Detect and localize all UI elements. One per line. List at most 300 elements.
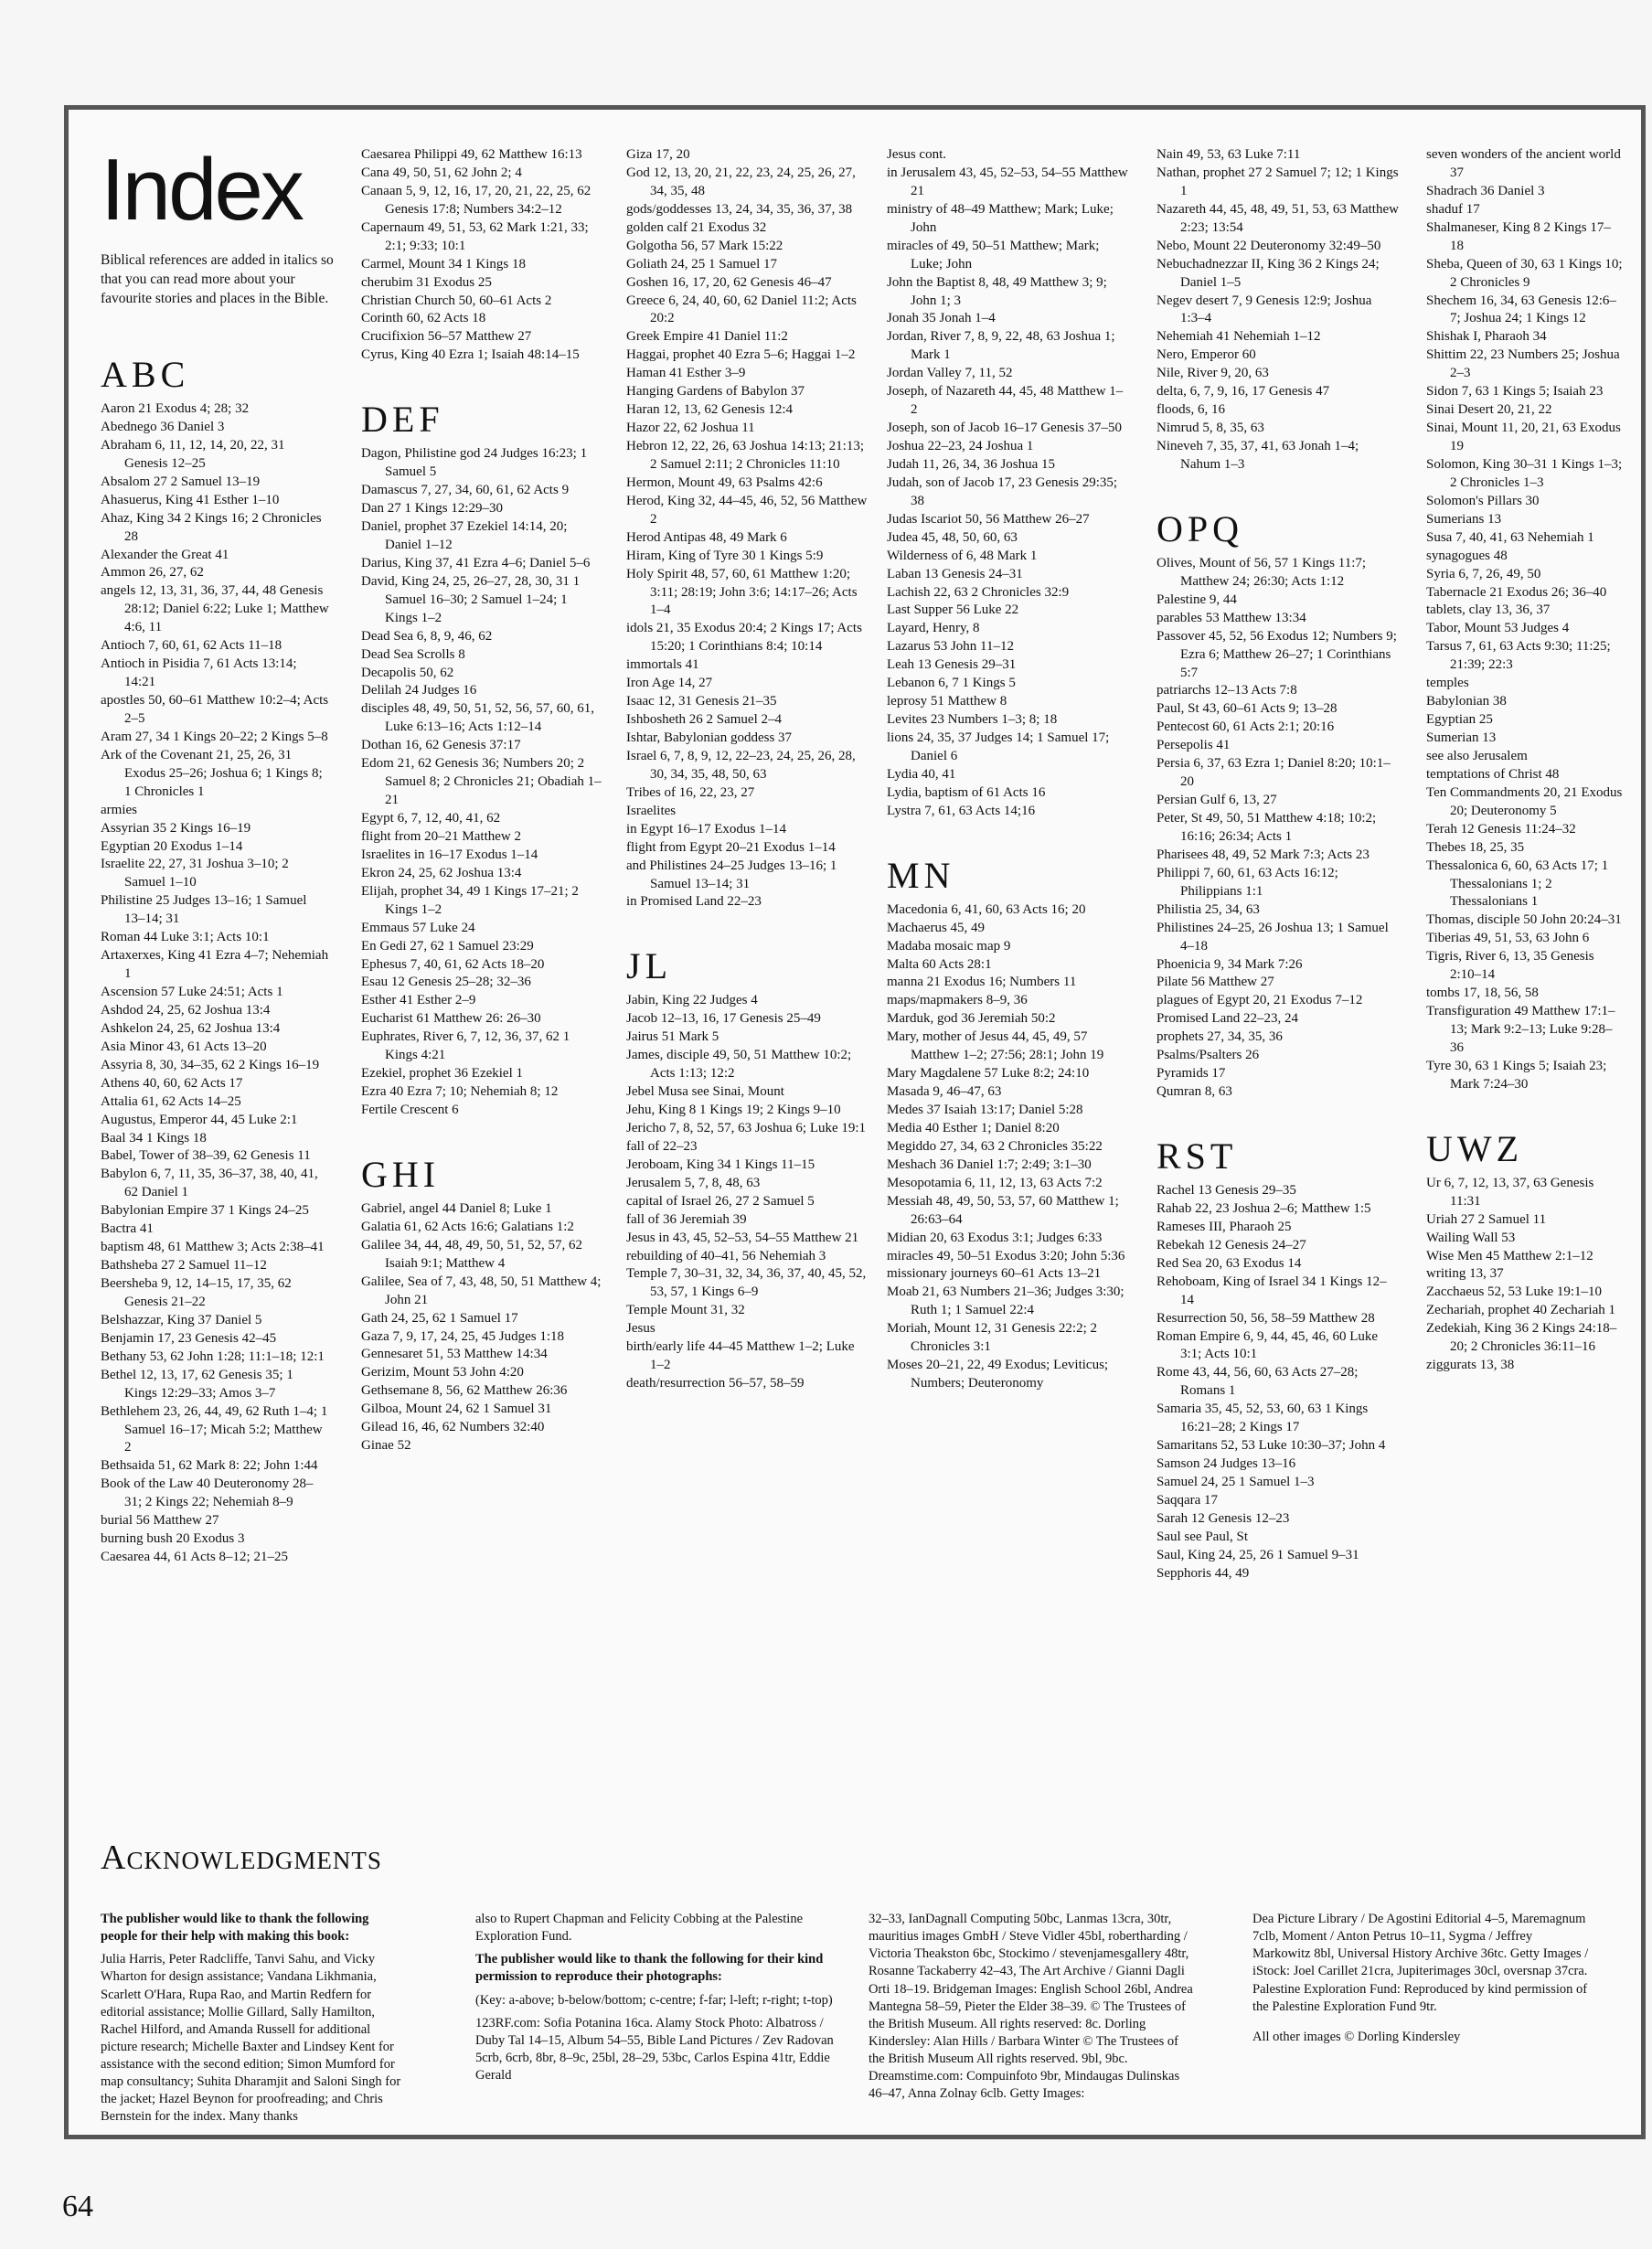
index-entry: Dan 27 1 Kings 12:29–30 [361, 501, 503, 517]
index-entry: Decapolis 50, 62 [361, 665, 454, 680]
index-entry: Goshen 16, 17, 20, 62 Genesis 46–47 [626, 274, 832, 290]
index-entry: Jerusalem 5, 7, 8, 48, 63 [626, 1175, 761, 1190]
index-entry: Pilate 56 Matthew 27 [1156, 975, 1274, 990]
index-entry: Edom 21, 62 Genesis 36; Numbers 20; 2 Samuel 8; 2 Chronicles 21; Obadiah 1–21 [361, 756, 602, 808]
index-entry: Ezra 40 Ezra 7; 10; Nehemiah 8; 12 [361, 1084, 559, 1100]
index-entry: Dothan 16, 62 Genesis 37:17 [361, 738, 521, 753]
index-entry: Laban 13 Genesis 24–31 [887, 566, 1023, 581]
index-entry: Attalia 61, 62 Acts 14–25 [101, 1093, 241, 1109]
index-entry: Hermon, Mount 49, 63 Psalms 42:6 [626, 474, 823, 490]
index-entry: Baal 34 1 Kings 18 [101, 1130, 207, 1146]
index-entry: Asia Minor 43, 61 Acts 13–20 [101, 1039, 267, 1054]
index-entry: Carmel, Mount 34 1 Kings 18 [361, 256, 526, 272]
index-entry: Ur 6, 7, 12, 13, 37, 63 Genesis 11:31 [1426, 1175, 1594, 1209]
index-entry: synagogues 48 [1426, 548, 1508, 563]
index-column-3 [626, 146, 869, 1393]
index-entry: Canaan 5, 9, 12, 16, 17, 20, 21, 22, 25, 62 Genesis 17:8; Numbers 34:2–12 [361, 183, 592, 217]
index-entry: Beersheba 9, 12, 14–15, 17, 35, 62 Genesis 21–22 [101, 1276, 292, 1309]
index-entry: Hiram, King of Tyre 30 1 Kings 5:9 [626, 548, 824, 563]
index-entry: Terah 12 Genesis 11:24–32 [1426, 821, 1576, 837]
index-entry: Bethany 53, 62 John 1:28; 11:1–18; 12:1 [101, 1348, 325, 1364]
ack-photo-credits-2: 32–33, IanDagnall Computing 50bc, Lanmas 13cra, 30tr, mauritius images GmbH / Steve Vidler 45bl, robertharding / Victoria Theakston 6bc, Stockimo / stevenjamesgallery 48tr, Rosanne Tackaberry 42–43, The Art Archive / Gianni Dagli Orti 18–19. Bridgeman Images: English School 26bl, Andrea Mantegna 58–59, Pieter the Elder 38–39. © The Trustees of the British Museum. All rights reserved: 8c. Dorling Kindersley: Alan Hills / Barbara Winter © The Trustees of the British Museum All rights reserved. 9bl, 9bc. Dreamstime.com: Compuinfoto 9br, Mindaugas Dulinskas 46–47, Anna Zolnay 6clb. Getty Images: [869, 1912, 1193, 2102]
index-entry: Pentecost 60, 61 Acts 2:1; 20:16 [1156, 719, 1335, 735]
index-entry: flight from 20–21 Matthew 2 [361, 828, 521, 844]
index-column-1 [101, 355, 329, 1567]
index-entry: immortals 41 [626, 657, 699, 673]
index-entry: Lydia 40, 41 [887, 766, 956, 782]
index-entry: tablets, clay 13, 36, 37 [1426, 602, 1551, 618]
index-entry: Abednego 36 Daniel 3 [101, 419, 225, 434]
index-entry: Malta 60 Acts 28:1 [887, 956, 992, 972]
index-entry: Judas Iscariot 50, 56 Matthew 26–27 [887, 511, 1090, 527]
index-entry: Ahaz, King 34 2 Kings 16; 2 Chronicles 28 [101, 510, 322, 544]
index-entry: Resurrection 50, 56, 58–59 Matthew 28 [1156, 1310, 1375, 1326]
index-entry: Ascension 57 Luke 24:51; Acts 1 [101, 985, 283, 999]
index-entry: Israelites in 16–17 Exodus 1–14 [361, 847, 538, 862]
index-entry: Nehemiah 41 Nehemiah 1–12 [1156, 329, 1321, 345]
index-entry: Madaba mosaic map 9 [887, 938, 1011, 954]
index-entry: Emmaus 57 Luke 24 [361, 920, 475, 935]
index-entry: Promised Land 22–23, 24 [1156, 1011, 1298, 1027]
index-entry: Tribes of 16, 22, 23, 27 [626, 784, 755, 800]
index-entry: Macedonia 6, 41, 60, 63 Acts 16; 20 [887, 901, 1086, 917]
ack-column-1 [101, 1911, 402, 2132]
index-entry: Pharisees 48, 49, 52 Mark 7:3; Acts 23 [1156, 847, 1370, 862]
index-entry: Bethel 12, 13, 17, 62 Genesis 35; 1 Kings 12:29–33; Amos 3–7 [101, 1367, 293, 1401]
index-entry: Belshazzar, King 37 Daniel 5 [101, 1312, 262, 1327]
index-entry: Nineveh 7, 35, 37, 41, 63 Jonah 1–4; Nahum 1–3 [1156, 439, 1359, 472]
index-entry: Midian 20, 63 Exodus 3:1; Judges 6:33 [887, 1230, 1103, 1245]
index-entry: Messiah 48, 49, 50, 53, 57, 60 Matthew 1; 26:63–64 [887, 1193, 1119, 1227]
index-entry: Cana 49, 50, 51, 62 John 2; 4 [361, 165, 522, 180]
index-entry: missionary journeys 60–61 Acts 13–21 [887, 1266, 1102, 1282]
index-entry: Galilee, Sea of 7, 43, 48, 50, 51 Matthew 4; John 21 [361, 1274, 602, 1307]
index-entry: Negev desert 7, 9 Genesis 12:9; Joshua 1:3–4 [1156, 293, 1372, 326]
index-column-2 [361, 146, 603, 1455]
ack-lead-people: The publisher would like to thank the following people for their help with making this book: [101, 1912, 369, 1945]
index-entry: ziggurats 13, 38 [1426, 1358, 1515, 1373]
index-entry: Wilderness of 6, 48 Mark 1 [887, 548, 1038, 563]
index-entry: Jesus in 43, 45, 52–53, 54–55 Matthew 21 [626, 1230, 859, 1245]
index-column-4 [887, 146, 1129, 1393]
index-entry: Rome 43, 44, 56, 60, 63 Acts 27–28; Romans 1 [1156, 1365, 1359, 1399]
index-entry: and Philistines 24–25 Judges 13–16; 1 Samuel 13–14; 31 [626, 858, 837, 891]
index-entry: Corinth 60, 62 Acts 18 [361, 311, 486, 326]
index-entry: Eucharist 61 Matthew 26: 26–30 [361, 1011, 541, 1027]
index-entry: Haggai, prophet 40 Ezra 5–6; Haggai 1–2 [626, 347, 856, 363]
index-entry: Sinai, Mount 11, 20, 21, 63 Exodus 19 [1426, 421, 1621, 453]
index-entry: Saul see Paul, St [1156, 1529, 1248, 1544]
index-entry: Jeroboam, King 34 1 Kings 11–15 [626, 1156, 815, 1172]
index-entry: Roman 44 Luke 3:1; Acts 10:1 [101, 930, 270, 945]
index-entry: Nazareth 44, 45, 48, 49, 51, 53, 63 Matthew 2:23; 13:54 [1156, 201, 1399, 235]
index-entry: Samaria 35, 45, 52, 53, 60, 63 1 Kings 16:21–28; 2 Kings 17 [1156, 1402, 1369, 1435]
index-entry: Joshua 22–23, 24 Joshua 1 [887, 439, 1034, 453]
index-entry: Aram 27, 34 1 Kings 20–22; 2 Kings 5–8 [101, 729, 328, 744]
index-letter-heading: OPQ [1156, 507, 1244, 549]
index-entry: Sidon 7, 63 1 Kings 5; Isaiah 23 [1426, 384, 1604, 400]
index-entry: Olives, Mount of 56, 57 1 Kings 11:7; Matthew 24; 26:30; Acts 1:12 [1156, 555, 1367, 589]
index-entry: Tarsus 7, 61, 63 Acts 9:30; 11:25; 21:39; 22:3 [1426, 639, 1611, 673]
index-entry: David, King 24, 25, 26–27, 28, 30, 31 1 Samuel 16–30; 2 Samuel 1–24; 1 Kings 1–2 [361, 573, 581, 625]
index-entry: Jesus [626, 1321, 655, 1337]
index-entry: Pyramids 17 [1156, 1066, 1226, 1082]
index-entry: Rahab 22, 23 Joshua 2–6; Matthew 1:5 [1156, 1200, 1371, 1216]
index-entry: Israelite 22, 27, 31 Joshua 3–10; 2 Samuel 1–10 [101, 857, 289, 890]
index-entry: Ephesus 7, 40, 61, 62 Acts 18–20 [361, 956, 545, 972]
index-entry: Haran 12, 13, 62 Genesis 12:4 [626, 402, 794, 418]
index-entry: Gath 24, 25, 62 1 Samuel 17 [361, 1310, 518, 1326]
index-entry: Esau 12 Genesis 25–28; 32–36 [361, 975, 531, 990]
index-entry: Ezekiel, prophet 36 Ezekiel 1 [361, 1066, 524, 1082]
index-entry: Caesarea Philippi 49, 62 Matthew 16:13 [361, 147, 582, 162]
index-letter-heading: DEF [361, 399, 444, 441]
index-entry: Moriah, Mount 12, 31 Genesis 22:2; 2 Chronicles 3:1 [887, 1321, 1097, 1355]
index-entry: Egyptian 20 Exodus 1–14 [101, 838, 243, 854]
index-entry: ministry of 48–49 Matthew; Mark; Luke; John [887, 201, 1114, 235]
index-letter-heading: GHI [361, 1153, 441, 1195]
ack-photo-credits-1: 123RF.com: Sofia Potanina 16ca. Alamy Stock Photo: Albatross / Duby Tal 14–15, Album 54–55, Bible Land Pictures / Zev Radovan 5crb, 6crb, 8br, 8–9c, 25bl, 28–29, 53bc, Carlos Espina 41tr, Eddie Gerald [475, 2015, 834, 2083]
index-entry: shaduf 17 [1426, 201, 1480, 217]
index-entry: Galatia 61, 62 Acts 16:6; Galatians 1:2 [361, 1219, 574, 1234]
index-entry: Ashkelon 24, 25, 62 Joshua 13:4 [101, 1020, 281, 1036]
index-entry: Esther 41 Esther 2–9 [361, 993, 476, 1008]
index-entry: Syria 6, 7, 26, 49, 50 [1426, 566, 1541, 581]
index-entry: Phoenicia 9, 34 Mark 7:26 [1156, 956, 1303, 972]
index-column-6 [1426, 146, 1623, 1375]
index-entry: Antioch in Pisidia 7, 61 Acts 13:14; 14:21 [101, 656, 297, 690]
index-entry: patriarchs 12–13 Acts 7:8 [1156, 683, 1297, 698]
index-entry: Benjamin 17, 23 Genesis 42–45 [101, 1330, 277, 1346]
index-entry: Shittim 22, 23 Numbers 25; Joshua 2–3 [1426, 347, 1620, 381]
index-entry: Jabin, King 22 Judges 4 [626, 993, 758, 1008]
index-entry: Ark of the Covenant 21, 25, 26, 31 Exodus 25–26; Joshua 6; 1 Kings 8; 1 Chronicles 1 [101, 747, 323, 799]
index-entry: miracles 49, 50–51 Exodus 3:20; John 5:36 [887, 1248, 1125, 1263]
index-entry: Sheba, Queen of 30, 63 1 Kings 10; 2 Chronicles 9 [1426, 256, 1623, 290]
index-entry: Red Sea 20, 63 Exodus 14 [1156, 1255, 1302, 1271]
index-entry: Samuel 24, 25 1 Samuel 1–3 [1156, 1475, 1315, 1489]
ack-column-3 [869, 1911, 1193, 2108]
index-entry: fall of 36 Jeremiah 39 [626, 1211, 747, 1227]
index-entry: Palestine 9, 44 [1156, 592, 1237, 607]
index-entry: cherubim 31 Exodus 25 [361, 274, 492, 290]
index-entry: Solomon's Pillars 30 [1426, 493, 1540, 508]
ack-column-4 [1252, 1911, 1591, 2052]
index-entry: Thebes 18, 25, 35 [1426, 839, 1525, 855]
index-entry: Zacchaeus 52, 53 Luke 19:1–10 [1426, 1284, 1603, 1300]
index-entry: Gaza 7, 9, 17, 24, 25, 45 Judges 1:18 [361, 1328, 565, 1344]
index-entry: floods, 6, 16 [1156, 402, 1225, 418]
index-entry: golden calf 21 Exodus 32 [626, 219, 767, 235]
index-entry: Masada 9, 46–47, 63 [887, 1084, 1002, 1100]
index-entry: Daniel, prophet 37 Ezekiel 14:14, 20; Daniel 1–12 [361, 519, 568, 552]
page-number: 64 [62, 2190, 93, 2223]
index-entry: delta, 6, 7, 9, 16, 17 Genesis 47 [1156, 384, 1330, 400]
index-entry: Philippi 7, 60, 61, 63 Acts 16:12; Philippians 1:1 [1156, 865, 1338, 899]
index-entry: Absalom 27 2 Samuel 13–19 [101, 474, 261, 489]
index-entry: Crucifixion 56–57 Matthew 27 [361, 329, 532, 345]
index-entry: death/resurrection 56–57, 58–59 [626, 1376, 805, 1391]
index-entry: Bactra 41 [101, 1221, 154, 1237]
index-entry: Egypt 6, 7, 12, 40, 41, 62 [361, 811, 501, 826]
index-entry: Jordan, River 7, 8, 9, 22, 48, 63 Joshua 1; Mark 1 [887, 329, 1115, 363]
index-entry: Mary, mother of Jesus 44, 45, 49, 57 Matthew 1–2; 27:56; 28:1; John 19 [887, 1029, 1104, 1063]
index-entry: baptism 48, 61 Matthew 3; Acts 2:38–41 [101, 1240, 325, 1255]
index-entry: Qumran 8, 63 [1156, 1084, 1232, 1100]
index-entry: Gennesaret 51, 53 Matthew 14:34 [361, 1347, 548, 1362]
index-entry: Uriah 27 2 Samuel 11 [1426, 1211, 1547, 1227]
index-entry: Jesus cont. [887, 147, 946, 162]
index-entry: Jericho 7, 8, 52, 57, 63 Joshua 6; Luke 19:1 [626, 1120, 867, 1135]
index-entry: Philistines 24–25, 26 Joshua 13; 1 Samuel 4–18 [1156, 920, 1389, 954]
index-entry: in Promised Land 22–23 [626, 894, 762, 910]
index-entry: John the Baptist 8, 48, 49 Matthew 3; 9; John 1; 3 [887, 274, 1107, 308]
index-entry: Babel, Tower of 38–39, 62 Genesis 11 [101, 1148, 311, 1164]
index-entry: Sumerian 13 [1426, 730, 1497, 745]
index-entry: Machaerus 45, 49 [887, 920, 986, 935]
index-letter-heading: ABC [101, 354, 190, 395]
index-entry: Shalmaneser, King 8 2 Kings 17–18 [1426, 219, 1611, 253]
index-letter-heading: RST [1156, 1135, 1238, 1177]
index-entry: Thomas, disciple 50 John 20:24–31 [1426, 912, 1622, 928]
index-entry: Babylonian 38 [1426, 694, 1507, 709]
index-entry: Goliath 24, 25 1 Samuel 17 [626, 256, 777, 272]
index-entry: idols 21, 35 Exodus 20:4; 2 Kings 17; Acts 15:20; 1 Corinthians 8:4; 10:14 [626, 621, 862, 655]
ack-column-2 [475, 1911, 841, 2090]
index-entry: Christian Church 50, 60–61 Acts 2 [361, 293, 552, 308]
index-entry: Philistine 25 Judges 13–16; 1 Samuel 13–14; 31 [101, 893, 307, 927]
index-entry: Ginae 52 [361, 1438, 411, 1454]
index-entry: Wailing Wall 53 [1426, 1230, 1516, 1245]
index-entry: Zechariah, prophet 40 Zechariah 1 [1426, 1303, 1615, 1318]
index-entry: Greece 6, 24, 40, 60, 62 Daniel 11:2; Acts 20:2 [626, 293, 857, 326]
index-entry: Herod Antipas 48, 49 Mark 6 [626, 529, 787, 545]
index-entry: Ammon 26, 27, 62 [101, 565, 204, 581]
index-entry: Thessalonica 6, 60, 63 Acts 17; 1 Thessalonians 1; 2 Thessalonians 1 [1426, 858, 1609, 910]
index-entry: Meshach 36 Daniel 1:7; 2:49; 3:1–30 [887, 1156, 1092, 1172]
index-entry: Euphrates, River 6, 7, 12, 36, 37, 62 1 Kings 4:21 [361, 1029, 570, 1063]
index-entry: in Egypt 16–17 Exodus 1–14 [626, 821, 786, 837]
index-entry: Tyre 30, 63 1 Kings 5; Isaiah 23; Mark 7:24–30 [1426, 1058, 1607, 1092]
index-entry: Haman 41 Esther 3–9 [626, 366, 746, 381]
index-entry: Zedekiah, King 36 2 Kings 24:18–20; 2 Chronicles 36:11–16 [1426, 1321, 1617, 1355]
index-entry: Gethsemane 8, 56, 62 Matthew 26:36 [361, 1383, 568, 1399]
index-entry: writing 13, 37 [1426, 1266, 1504, 1282]
index-entry: Jonah 35 Jonah 1–4 [887, 311, 996, 326]
index-entry: Egyptian 25 [1426, 712, 1493, 728]
index-entry: Elijah, prophet 34, 49 1 Kings 17–21; 2 Kings 1–2 [361, 883, 579, 917]
index-entry: Lebanon 6, 7 1 Kings 5 [887, 676, 1016, 691]
index-entry: temples [1426, 676, 1469, 691]
index-entry: Abraham 6, 11, 12, 14, 20, 22, 31 Genesis 12–25 [101, 437, 285, 471]
index-entry: seven wonders of the ancient world 37 [1426, 147, 1621, 180]
index-entry: Bathsheba 27 2 Samuel 11–12 [101, 1258, 267, 1274]
index-entry: Aaron 21 Exodus 4; 28; 32 [101, 401, 250, 416]
index-entry: Dead Sea Scrolls 8 [361, 646, 465, 662]
index-entry: Jairus 51 Mark 5 [626, 1029, 719, 1045]
index-entry: gods/goddesses 13, 24, 34, 35, 36, 37, 38 [626, 201, 853, 217]
index-entry: Jordan Valley 7, 11, 52 [887, 366, 1013, 381]
index-entry: Gilboa, Mount 24, 62 1 Samuel 31 [361, 1402, 552, 1417]
index-entry: in Jerusalem 43, 45, 52–53, 54–55 Matthew 21 [887, 165, 1128, 198]
index-entry: Mary Magdalene 57 Luke 8:2; 24:10 [887, 1066, 1090, 1082]
index-entry: Joseph, of Nazareth 44, 45, 48 Matthew 1–2 [887, 384, 1124, 418]
index-entry: burial 56 Matthew 27 [101, 1513, 219, 1529]
index-entry: Ahasuerus, King 41 Esther 1–10 [101, 492, 280, 507]
index-entry: Dagon, Philistine god 24 Judges 16:23; 1 Samuel 5 [361, 446, 588, 480]
index-entry: Golgotha 56, 57 Mark 15:22 [626, 238, 783, 253]
ack-final: All other images © Dorling Kindersley [1252, 2029, 1461, 2044]
index-entry: Nebo, Mount 22 Deuteronomy 32:49–50 [1156, 238, 1381, 253]
index-entry: Book of the Law 40 Deuteronomy 28–31; 2 Kings 22; Nehemiah 8–9 [101, 1476, 314, 1510]
index-entry: burning bush 20 Exodus 3 [101, 1531, 245, 1547]
index-entry: fall of 22–23 [626, 1138, 698, 1154]
index-entry: Galilee 34, 44, 48, 49, 50, 51, 52, 57, 62 Isaiah 9:1; Matthew 4 [361, 1237, 583, 1271]
index-entry: Persian Gulf 6, 13, 27 [1156, 793, 1277, 808]
index-entry: Cyrus, King 40 Ezra 1; Isaiah 48:14–15 [361, 347, 580, 363]
index-entry: Roman Empire 6, 9, 44, 45, 46, 60 Luke 3:1; Acts 10:1 [1156, 1328, 1379, 1362]
index-entry: Jebel Musa see Sinai, Mount [626, 1084, 784, 1100]
index-entry: flight from Egypt 20–21 Exodus 1–14 [626, 839, 836, 855]
index-entry: capital of Israel 26, 27 2 Samuel 5 [626, 1193, 815, 1209]
index-entry: plagues of Egypt 20, 21 Exodus 7–12 [1156, 993, 1363, 1008]
index-entry: Jacob 12–13, 16, 17 Genesis 25–49 [626, 1011, 821, 1027]
index-entry: Ishtar, Babylonian goddess 37 [626, 730, 793, 745]
index-column-5 [1156, 146, 1399, 1583]
index-entry: prophets 27, 34, 35, 36 [1156, 1029, 1283, 1045]
index-entry: Nathan, prophet 27 2 Samuel 7; 12; 1 Kings 1 [1156, 165, 1399, 198]
index-entry: Temple 7, 30–31, 32, 34, 36, 37, 40, 45, 52, 53, 57, 1 Kings 6–9 [626, 1266, 867, 1300]
index-entry: maps/mapmakers 8–9, 36 [887, 993, 1028, 1008]
index-entry: tombs 17, 18, 56, 58 [1426, 986, 1539, 1001]
index-entry: Judah 11, 26, 34, 36 Joshua 15 [887, 456, 1056, 472]
index-entry: Layard, Henry, 8 [887, 621, 980, 636]
index-entry: Lazarus 53 John 11–12 [887, 639, 1014, 655]
index-entry: Darius, King 37, 41 Ezra 4–6; Daniel 5–6 [361, 555, 591, 570]
index-entry: Assyria 8, 30, 34–35, 62 2 Kings 16–19 [101, 1057, 320, 1072]
index-entry: Sarah 12 Genesis 12–23 [1156, 1510, 1290, 1526]
index-entry: Paul, St 43, 60–61 Acts 9; 13–28 [1156, 701, 1338, 717]
index-entry: Judea 45, 48, 50, 60, 63 [887, 529, 1018, 545]
index-entry: Bethsaida 51, 62 Mark 8: 22; John 1:44 [101, 1458, 318, 1474]
index-entry: Fertile Crescent 6 [361, 1103, 459, 1117]
index-entry: Saqqara 17 [1156, 1492, 1219, 1508]
index-entry: Rehoboam, King of Israel 34 1 Kings 12–14 [1156, 1274, 1387, 1307]
ack-people-body: Julia Harris, Peter Radcliffe, Tanvi Sahu, and Vicky Wharton for design assistance; Vandana Likhmania, Scarlett O'Hara, Rupa Rao, and Martin Redfern for editorial assistance; Mollie Gillard, Sally Hamilton, Rachel Hilford, and Amanda Russell for additional picture research; Michelle Baxter and Lindsey Kent for assistance with the second edition; Simon Mumford for map consultancy; Suhita Dharamjit and Saloni Singh for the jacket; Hazel Beynon for proofreading; and Chris Bernstein for the index. Many thanks [101, 1952, 401, 2125]
index-entry: Damascus 7, 27, 34, 60, 61, 62 Acts 9 [361, 483, 570, 498]
index-entry: Ashdod 24, 25, 62 Joshua 13:4 [101, 1002, 271, 1018]
index-entry: Rameses III, Pharaoh 25 [1156, 1219, 1292, 1234]
index-title: Index [101, 141, 302, 239]
index-entry: Samson 24 Judges 13–16 [1156, 1456, 1296, 1472]
index-entry: Transfiguration 49 Matthew 17:1–13; Mark 9:2–13; Luke 9:28–36 [1426, 1004, 1615, 1055]
index-entry: Gerizim, Mount 53 John 4:20 [361, 1365, 524, 1380]
index-entry: leprosy 51 Matthew 8 [887, 694, 1007, 709]
ack-pef-thanks: also to Rupert Chapman and Felicity Cobbing at the Palestine Exploration Fund. [475, 1912, 804, 1945]
index-entry: Babylonian Empire 37 1 Kings 24–25 [101, 1203, 309, 1219]
index-entry: Medes 37 Isaiah 13:17; Daniel 5:28 [887, 1103, 1083, 1117]
index-entry: Shadrach 36 Daniel 3 [1426, 183, 1545, 198]
index-entry: Hazor 22, 62 Joshua 11 [626, 421, 755, 436]
index-entry: Dead Sea 6, 8, 9, 46, 62 [361, 628, 493, 644]
index-entry: Nero, Emperor 60 [1156, 347, 1256, 363]
index-entry: Samaritans 52, 53 Luke 10:30–37; John 4 [1156, 1438, 1386, 1454]
index-entry: Moses 20–21, 22, 49 Exodus; Leviticus; Numbers; Deuteronomy [887, 1358, 1109, 1391]
index-entry: Jehu, King 8 1 Kings 19; 2 Kings 9–10 [626, 1103, 841, 1117]
index-entry: armies [101, 802, 137, 817]
index-entry: Media 40 Esther 1; Daniel 8:20 [887, 1120, 1060, 1135]
index-entry: James, disciple 49, 50, 51 Matthew 10:2; Acts 1:13; 12:2 [626, 1048, 852, 1082]
index-entry: Philistia 25, 34, 63 [1156, 901, 1260, 917]
index-entry: Peter, St 49, 50, 51 Matthew 4:18; 10:2; 16:16; 26:34; Acts 1 [1156, 811, 1377, 844]
index-entry: Last Supper 56 Luke 22 [887, 602, 1019, 618]
index-entry: rebuilding of 40–41, 56 Nehemiah 3 [626, 1248, 826, 1263]
index-entry: Giza 17, 20 [626, 147, 690, 162]
index-entry: Shechem 16, 34, 63 Genesis 12:6–7; Joshua 24; 1 Kings 12 [1426, 293, 1616, 326]
index-entry: Capernaum 49, 51, 53, 62 Mark 1:21, 33; 2:1; 9:33; 10:1 [361, 219, 589, 253]
index-entry: Tigris, River 6, 13, 35 Genesis 2:10–14 [1426, 949, 1594, 983]
index-entry: Marduk, god 36 Jeremiah 50:2 [887, 1011, 1056, 1027]
index-entry: Iron Age 14, 27 [626, 676, 713, 691]
index-entry: Wise Men 45 Matthew 2:1–12 [1426, 1248, 1593, 1263]
index-entry: birth/early life 44–45 Matthew 1–2; Luke 1–2 [626, 1339, 855, 1373]
index-entry: Assyrian 35 2 Kings 16–19 [101, 820, 251, 836]
index-entry: Greek Empire 41 Daniel 11:2 [626, 329, 788, 345]
index-entry: Athens 40, 60, 62 Acts 17 [101, 1075, 243, 1091]
index-entry: Judah, son of Jacob 17, 23 Genesis 29:35; 38 [887, 474, 1118, 508]
index-entry: Hebron 12, 22, 26, 63 Joshua 14:13; 21:13; 2 Samuel 2:11; 2 Chronicles 11:10 [626, 439, 864, 472]
index-entry: En Gedi 27, 62 1 Samuel 23:29 [361, 938, 534, 954]
index-entry: Rachel 13 Genesis 29–35 [1156, 1183, 1296, 1198]
index-entry: Leah 13 Genesis 29–31 [887, 657, 1017, 673]
index-entry: Persepolis 41 [1156, 738, 1231, 753]
index-entry: parables 53 Matthew 13:34 [1156, 610, 1306, 625]
index-entry: Levites 23 Numbers 1–3; 8; 18 [887, 712, 1058, 728]
ack-lead-photos: The publisher would like to thank the following for their kind permission to reproduce their photographs: [475, 1952, 824, 1985]
index-entry: temptations of Christ 48 [1426, 766, 1560, 782]
index-entry: manna 21 Exodus 16; Numbers 11 [887, 975, 1077, 990]
index-entry: Rebekah 12 Genesis 24–27 [1156, 1237, 1306, 1252]
index-entry: Megiddo 27, 34, 63 2 Chronicles 35:22 [887, 1138, 1103, 1154]
index-entry: disciples 48, 49, 50, 51, 52, 56, 57, 60, 61, Luke 6:13–16; Acts 1:12–14 [361, 701, 594, 735]
index-entry: Lydia, baptism of 61 Acts 16 [887, 784, 1046, 800]
index-entry: Lystra 7, 61, 63 Acts 14;16 [887, 803, 1036, 818]
index-entry: Ishbosheth 26 2 Samuel 2–4 [626, 712, 782, 728]
index-entry: Babylon 6, 7, 11, 35, 36–37, 38, 40, 41, 62 Daniel 1 [101, 1167, 318, 1200]
index-entry: Artaxerxes, King 41 Ezra 4–7; Nehemiah 1 [101, 948, 329, 982]
index-entry: Caesarea 44, 61 Acts 8–12; 21–25 [101, 1550, 288, 1565]
index-entry: Sinai Desert 20, 21, 22 [1426, 402, 1552, 418]
index-entry: Augustus, Emperor 44, 45 Luke 2:1 [101, 1112, 298, 1127]
index-letter-heading: JL [626, 945, 672, 987]
index-entry: Sepphoris 44, 49 [1156, 1565, 1250, 1581]
index-entry: Joseph, son of Jacob 16–17 Genesis 37–50 [887, 421, 1123, 436]
index-entry: angels 12, 13, 31, 36, 37, 44, 48 Genesis 28:12; Daniel 6:22; Luke 1; Matthew 4:6, 11 [101, 583, 329, 635]
index-entry: Gabriel, angel 44 Daniel 8; Luke 1 [361, 1200, 552, 1216]
index-entry: Susa 7, 40, 41, 63 Nehemiah 1 [1426, 529, 1594, 545]
index-entry: Tabor, Mount 53 Judges 4 [1426, 621, 1570, 636]
index-entry: Holy Spirit 48, 57, 60, 61 Matthew 1:20; 3:11; 28:19; John 3:6; 14:17–26; Acts 1–4 [626, 566, 858, 618]
index-entry: Sumerians 13 [1426, 511, 1502, 527]
index-entry: miracles of 49, 50–51 Matthew; Mark; Luke; John [887, 238, 1100, 272]
index-entry: Ekron 24, 25, 62 Joshua 13:4 [361, 865, 522, 880]
index-entry: Ten Commandments 20, 21 Exodus 20; Deuteronomy 5 [1426, 784, 1623, 818]
index-entry: Lachish 22, 63 2 Chronicles 32:9 [887, 584, 1070, 600]
index-entry: Delilah 24 Judges 16 [361, 683, 477, 698]
index-entry: Tabernacle 21 Exodus 26; 36–40 [1426, 584, 1607, 600]
index-entry: Gilead 16, 46, 62 Numbers 32:40 [361, 1420, 545, 1435]
index-entry: Shishak I, Pharaoh 34 [1426, 329, 1547, 345]
